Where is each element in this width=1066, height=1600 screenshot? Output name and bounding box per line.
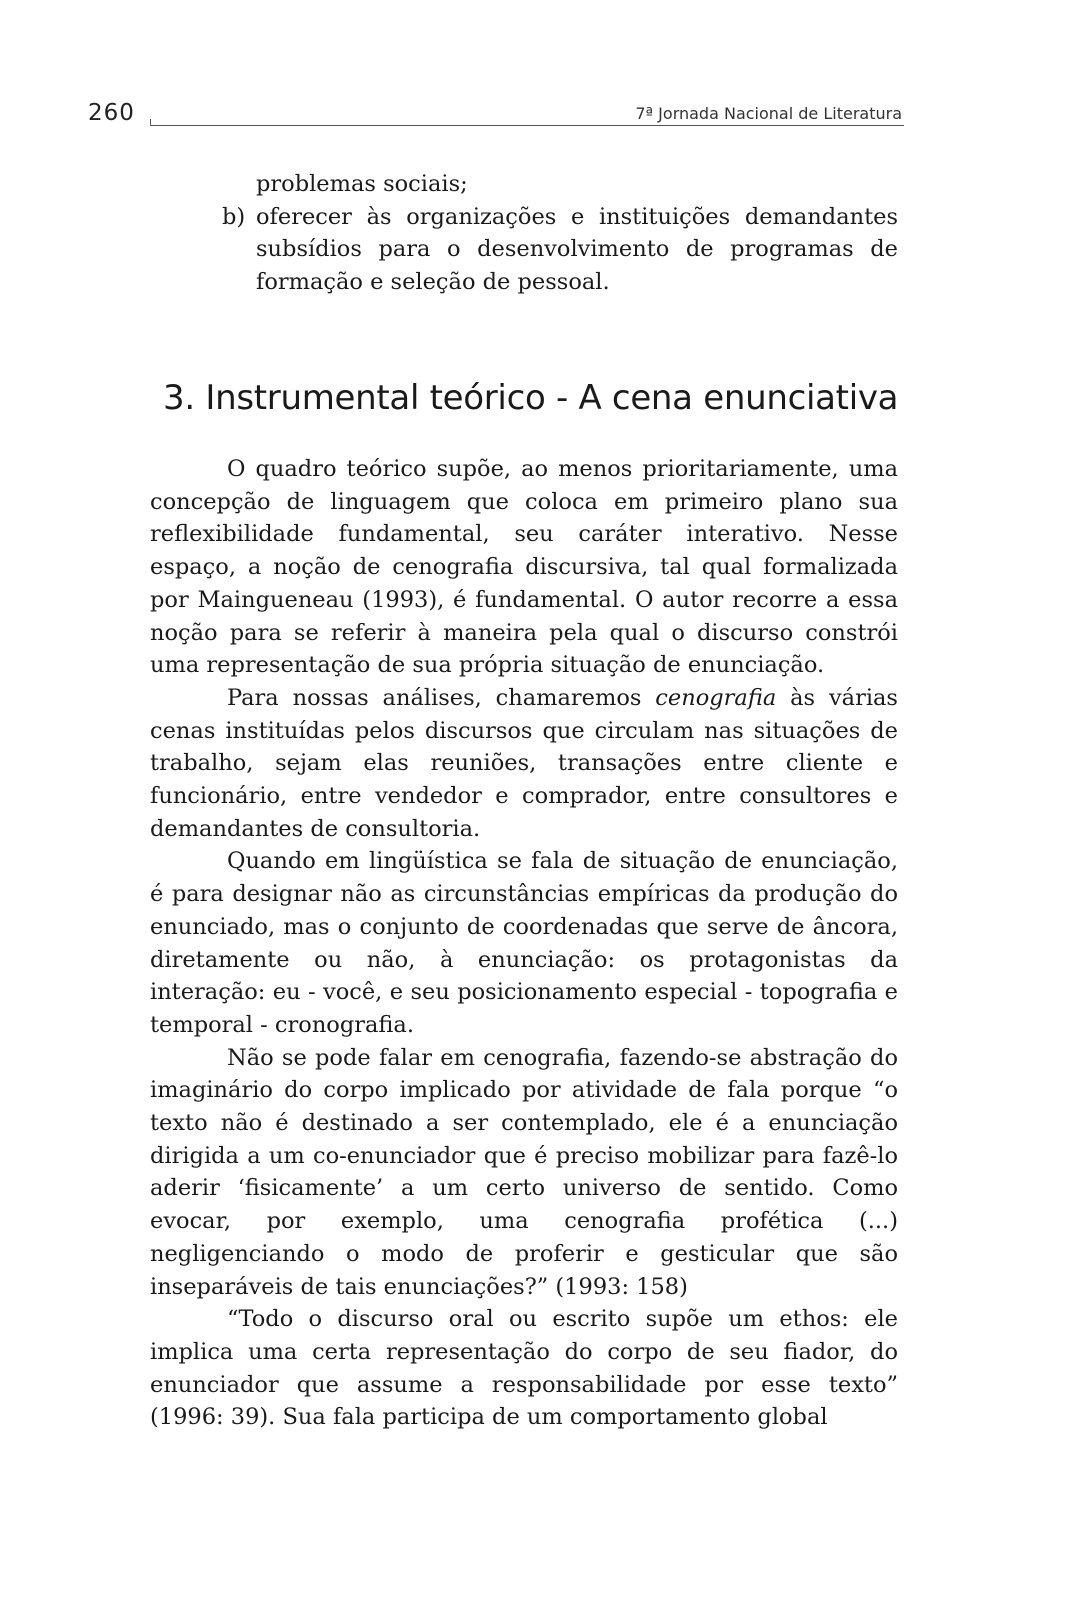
paragraph: Quando em lingüística se fala de situação de enunciação, é para designar não as circunstâncias empíricas da produção do enunciado, mas o conjunto de coordenadas que serve de âncora, diretamente ou não, à enunciação: os protagonistas da interação: eu - você, e seu posicionamento especial - topografia e temporal - cronografia. <box>150 848 898 1038</box>
section-title: 3. Instrumental teórico - A cena enunciativa <box>163 378 899 418</box>
emphasis-term: cenografia <box>655 684 777 711</box>
body-paragraphs <box>150 453 898 1434</box>
paragraph: “Todo o discurso oral ou escrito supõe um ethos: ele implica uma certa representação do corpo de seu fiador, do enunciador que assume a responsabilidade por esse texto” (1996: 39). Sua fala participa de um comportamento global <box>150 1306 898 1431</box>
page-header <box>88 100 904 128</box>
paragraph: Não se pode falar em cenografia, fazendo-se abstração do imaginário do corpo implicado por atividade de fala porque “o texto não é destinado a ser contemplado, ele é a enunciação dirigida a um co-enunciador que é preciso mobilizar para fazê-lo aderir ‘fisicamente’ a um certo universo de sentido. Como evocar, por exemplo, uma cenografia profética (...) negligenciando o modo de proferir e gesticular que são inseparáveis de tais enunciações?” (1993: 158) <box>150 1044 898 1300</box>
list-continuation: problemas sociais; <box>256 171 468 197</box>
paragraph: O quadro teórico supõe, ao menos prioritariamente, uma concepção de linguagem que coloca em primeiro plano sua reflexibilidade fundamental, seu caráter interativo. Nesse espaço, a noção de cenografia discursiva, tal qual formalizada por Maingueneau (1993), é fundamental. O autor recorre a essa noção para se referir à maneira pela qual o discurso constrói uma representação de sua própria situação de enunciação. <box>150 456 898 679</box>
list-marker: b) <box>222 203 246 230</box>
header-rule <box>150 125 904 126</box>
list <box>222 168 898 299</box>
paragraph-text: às várias cenas instituídas pelos discursos que circulam nas situações de trabalho, sejam elas reuniões, transações entre cliente e funcionário, entre vendedor e comprador, entre consultores e demandantes de consultoria. <box>150 684 898 842</box>
paragraph <box>150 682 898 846</box>
running-head: 7ª Jornada Nacional de Literatura <box>635 104 902 123</box>
list-item <box>222 201 898 299</box>
list-item-text: oferecer às organizações e instituições demandantes subsídios para o desenvolvimento de programas de formação e seleção de pessoal. <box>256 203 898 296</box>
page-number: 260 <box>88 100 135 126</box>
paragraph-text: Para nossas análises, chamaremos <box>227 684 656 711</box>
